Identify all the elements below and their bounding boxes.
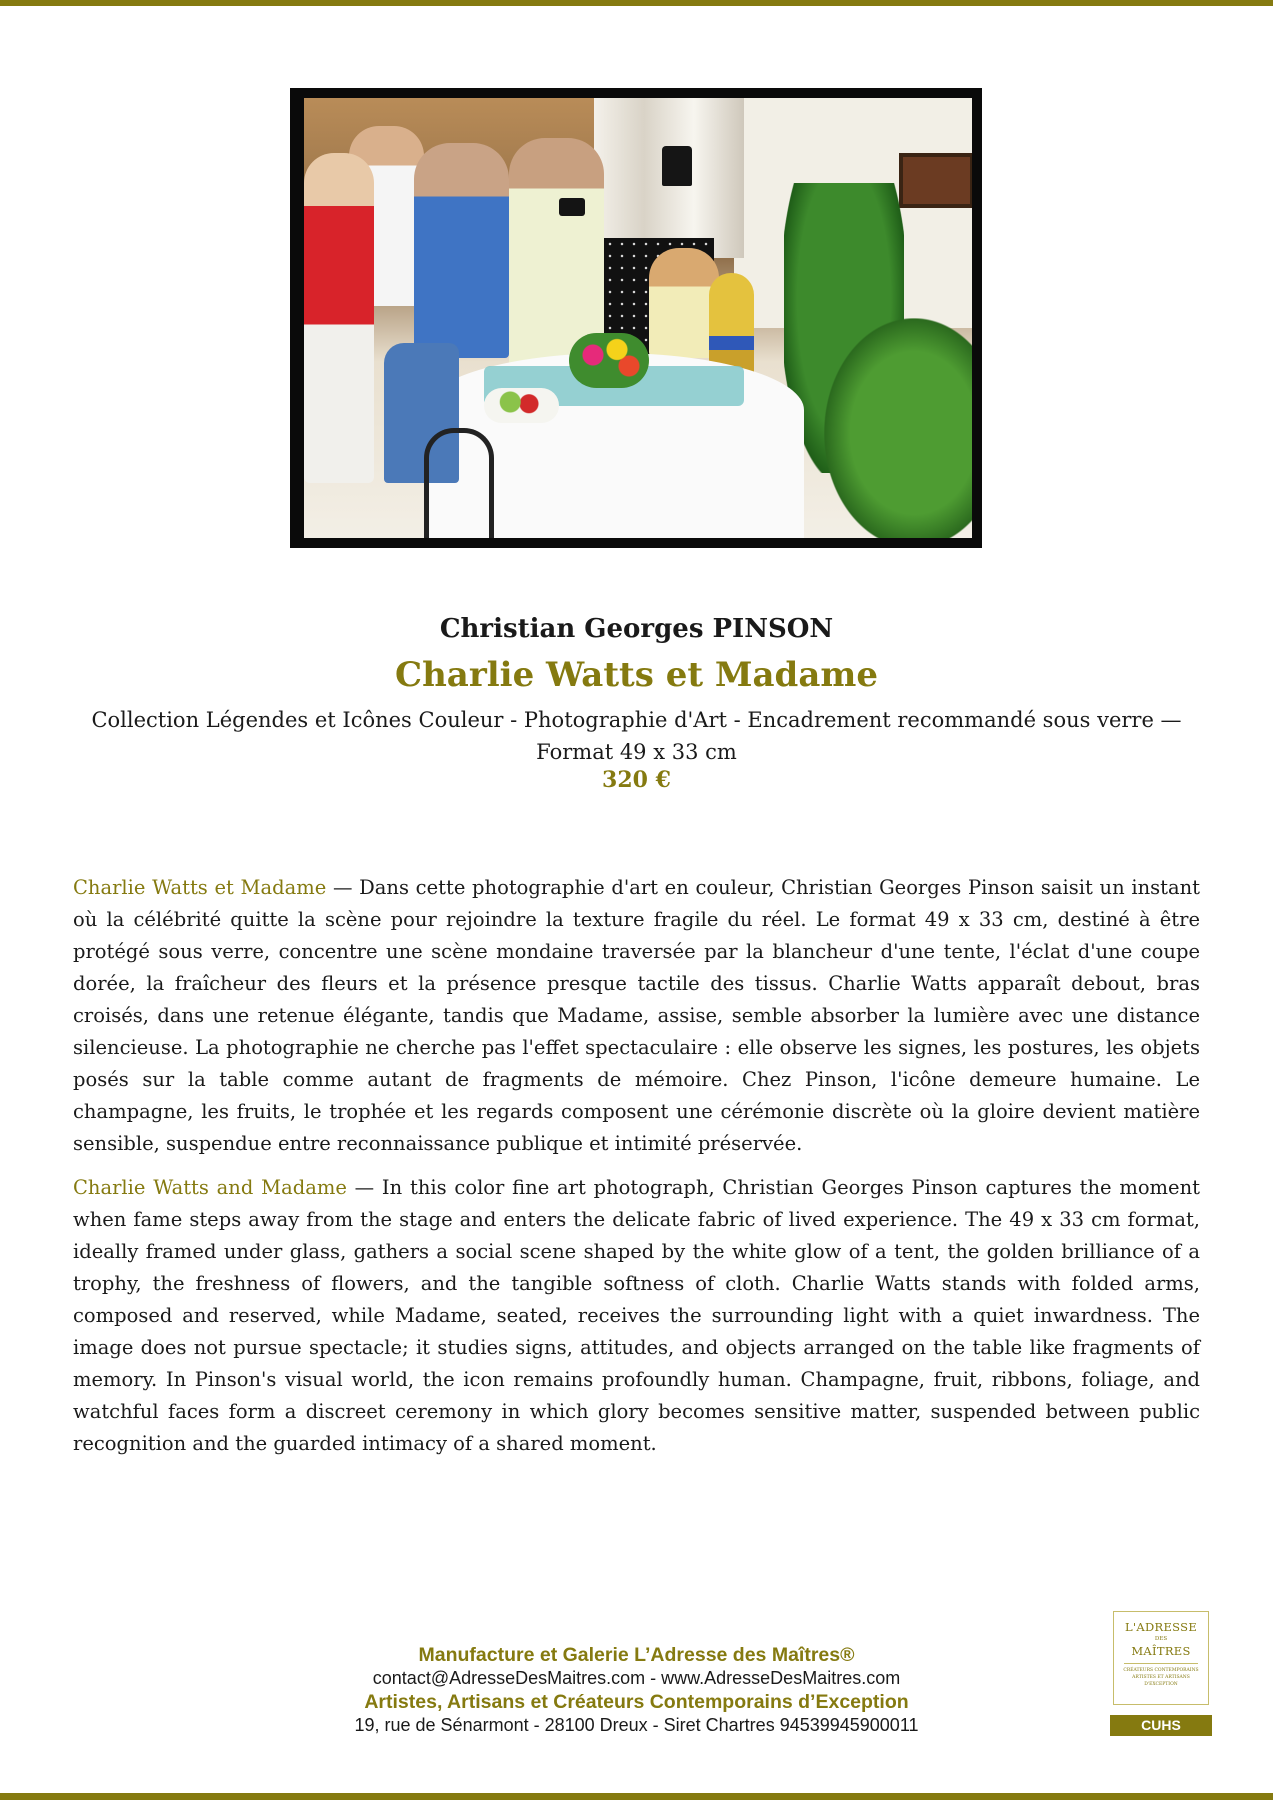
- artwork-title: Charlie Watts et Madame: [395, 655, 878, 695]
- photo-foliage: [824, 318, 972, 538]
- bottom-border-rule: [0, 1793, 1273, 1800]
- artwork-description: [73, 872, 1200, 1472]
- reference-badge: CUHS: [1110, 1715, 1212, 1736]
- photo-painting: [899, 153, 972, 208]
- footer: [0, 1643, 1273, 1737]
- photo-lamp: [662, 146, 692, 186]
- photo-fruit-plate: [484, 388, 559, 423]
- description-french: [73, 872, 1200, 1160]
- logo-divider: [1124, 1663, 1198, 1664]
- description-french-text: — Dans cette photographie d'art en couleur, Christian Georges Pinson saisit un instant où la célébrité quitte la scène pour rejoindre la texture fragile du réel. Le format 49 x 33 cm, destiné à être protégé sous verre, concentre une scène mondaine traversée par la blancheur d'une tente, l'éclat d'une coupe dorée, la fraîcheur des fleurs et la présence presque tactile des tissus. Charlie Watts apparaît debout, bras croisés, dans une retenue élégante, tandis que Madame, assise, semble absorber la lumière avec une distance silencieuse. La photographie ne cherche pas l'effet spectaculaire : elle observe les signes, les postures, les objets posés sur la table comme autant de fragments de mémoire. Chez Pinson, l'icône demeure humaine. Le champagne, les fruits, le trophée et les regards composent une cérémonie discrète où la gloire devient matière sensible, suspendue entre reconnaissance publique et intimité préservée.: [73, 876, 1200, 1155]
- description-english-text: — In this color fine art photograph, Christian Georges Pinson captures the moment when fame steps away from the stage and enters the delicate fabric of lived experience. The 49 x 33 cm format, ideally framed under glass, gathers a social scene shaped by the white glow of a tent, the golden brilliance of a trophy, the freshness of flowers, and the tangible softness of cloth. Charlie Watts stands with folded arms, composed and reserved, while Madame, seated, receives the surrounding light with a quiet inwardness. The image does not pursue spectacle; it studies signs, attitudes, and objects arranged on the table like fragments of memory. In Pinson's visual world, the icon remains profoundly human. Champagne, fruit, ribbons, foliage, and watchful faces form a discreet ceremony in which glory becomes sensitive matter, suspended between public recognition and the guarded intimacy of a shared moment.: [73, 1176, 1200, 1455]
- artwork-price: 320 €: [602, 767, 671, 793]
- artwork-photograph: [290, 88, 982, 548]
- logo-line-4: CRÉATEURS CONTEMPORAINS ARTISTES ET ARTISANS D'EXCEPTION: [1123, 1668, 1199, 1687]
- photo-scene: [304, 98, 972, 538]
- photo-camera: [559, 198, 585, 216]
- description-english: [73, 1172, 1200, 1460]
- artwork-subtitle: Collection Légendes et Icônes Couleur - Photographie d'Art - Encadrement recommandé sous verre — Format 49 x 33 cm: [91, 708, 1182, 764]
- description-french-lead: Charlie Watts et Madame: [73, 876, 327, 899]
- logo-line-1: L'ADRESSE: [1124, 1620, 1198, 1634]
- footer-address: 19, rue de Sénarmont - 28100 Dreux - Siret Chartres 94539945900011: [354, 1715, 919, 1735]
- logo-line-3: MAÎTRES: [1131, 1644, 1191, 1658]
- logo-line-2: DES: [1154, 1636, 1168, 1642]
- artist-name: Christian Georges PINSON: [439, 614, 834, 644]
- gallery-logo: [1113, 1611, 1209, 1705]
- photo-chair: [424, 428, 494, 538]
- footer-tagline: Artistes, Artisans et Créateurs Contemporains d’Exception: [364, 1691, 909, 1713]
- footer-company: Manufacture et Galerie L’Adresse des Maîtres®: [418, 1644, 855, 1666]
- photo-woman-red: [304, 153, 374, 483]
- footer-contact: contact@AdresseDesMaitres.com - www.AdresseDesMaitres.com: [372, 1668, 901, 1688]
- top-border-rule: [0, 0, 1273, 6]
- photo-man-blue-shirt: [414, 143, 509, 358]
- photo-flowers: [569, 333, 649, 388]
- description-english-lead: Charlie Watts and Madame: [73, 1176, 347, 1199]
